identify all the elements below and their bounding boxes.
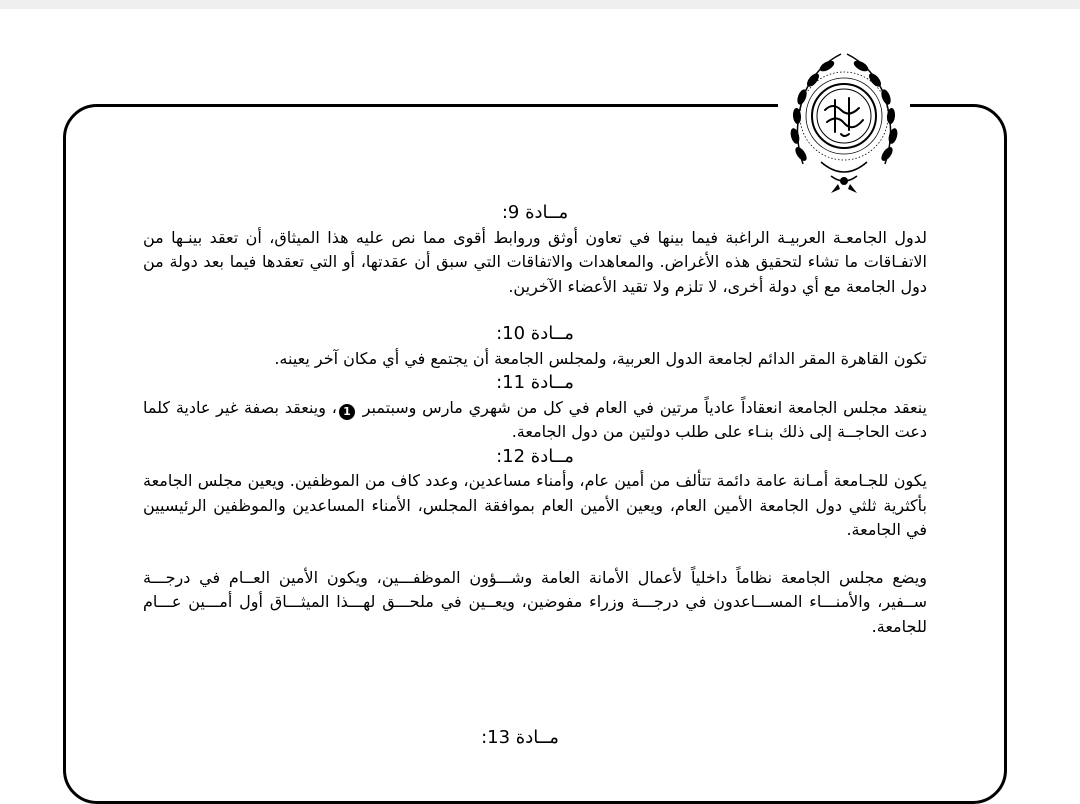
article-13-heading: مــادة 13: bbox=[481, 727, 559, 748]
article-9-body: لدول الجامعـة العربيـة الراغبة فيما بينها في تعاون أوثق وروابط أقوى مما نص عليه هذا الميثاق، أن تعقد بينـها من الاتفـاقات ما تشاء لتحقيق هذه الأغراض. والمعاهدات والاتفاقات التي سبق أن عقدتها، أو التي تعقدها فيما بعد دولة من دول الجامعة مع أي دولة أخرى، لا تلزم ولا تقيد الأعضاء الآخرين. bbox=[143, 227, 927, 296]
article-12-heading: مــادة 12: bbox=[496, 445, 574, 467]
article-10-heading: مــادة 10: bbox=[496, 323, 574, 344]
top-strip bbox=[0, 0, 1080, 9]
article-11-body-end: ، وينعقد بصفة غير عادية كلما دعت الحاجــة إلى ذلك بنـاء على طلب دولتين من دول الجامعة. bbox=[143, 397, 927, 441]
footnote-marker[interactable]: 1 bbox=[339, 404, 355, 420]
arab-league-emblem-icon bbox=[783, 44, 905, 194]
charter-text bbox=[143, 201, 927, 639]
article-12-paragraph-1: يكون للجـامعة أمـانة عامة دائمة تتألف من أمين عام، وأمناء مساعدين، وعدد كاف من الموظفين. ويعين مجلس الجامعة بأكثرية ثلثي دول الجامعة الأمين العام، ويعين الأمين العام بموافقة المجلس، الأمناء المساعدين والموظفين الرئيسيين في الجامعة. bbox=[143, 471, 927, 539]
article-11-body bbox=[143, 396, 927, 445]
article-12-paragraph-2: ويضع مجلس الجامعة نظاماً داخلياً لأعمال الأمانة العامة وشـــؤون الموظفـــين، ويكون الأمين العــام في درجـــة ســفير، والأمنـــاء المســـاعدون في درجـــة وزراء مفوضين، ويعــين في ملحـــق لهـــذا الميثـــاق أول أمـــين عـــام للجامعة. bbox=[143, 567, 927, 636]
article-9-heading: مــادة 9: bbox=[501, 202, 569, 223]
article-10-body: تكون القاهرة المقر الدائم لجامعة الدول العربية، ولمجلس الجامعة أن يجتمع في أي مكان آخر يعينه. bbox=[274, 348, 927, 368]
article-11-body-start: ينعقد مجلس الجامعة انعقاداً عادياً مرتين في العام في كل من شهري مارس وسبتمبر bbox=[362, 397, 927, 417]
article-11-heading: مــادة 11: bbox=[496, 372, 574, 393]
